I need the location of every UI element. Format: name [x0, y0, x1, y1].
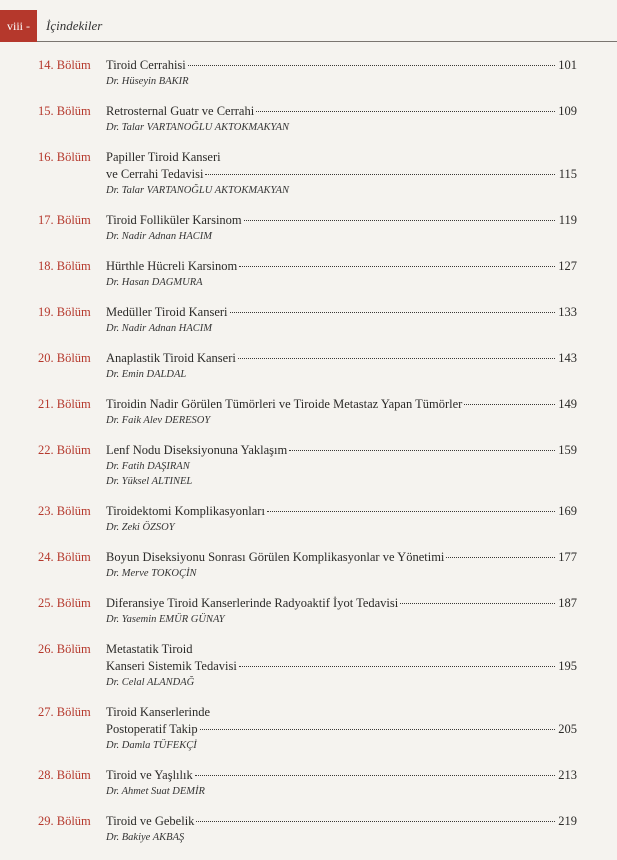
page-number: 159 [558, 443, 577, 457]
page-number: 187 [558, 596, 577, 610]
author-name: Dr. Celal ALANDAĞ [106, 677, 195, 688]
chapter-title-line [106, 767, 577, 784]
chapter-title: Tiroid ve Yaşlılık [106, 768, 193, 782]
chapter-number: 14. Bölüm [38, 58, 91, 72]
chapter-title: Tiroid Kanserlerinde [106, 705, 211, 719]
chapter-number: 27. Bölüm [38, 705, 91, 719]
chapter-number: 29. Bölüm [38, 814, 91, 828]
chapter-title: Lenf Nodu Diseksiyonuna Yaklaşım [106, 443, 288, 457]
dot-leader [230, 312, 555, 313]
chapter-title: Boyun Diseksiyonu Sonrası Görülen Komplikasyonlar ve Yönetimi [106, 550, 445, 564]
dot-leader [256, 111, 555, 112]
chapter-title: Medüller Tiroid Kanseri [106, 305, 228, 319]
chapter-title-line [106, 103, 577, 120]
chapter-title: Papiller Tiroid Kanseri [106, 150, 221, 164]
author-name: Dr. Emin DALDAL [106, 369, 187, 380]
chapter-title-block [106, 704, 577, 753]
author-name: Dr. Yüksel ALTINEL [106, 476, 193, 487]
dot-leader [238, 358, 555, 359]
chapter-title: Postoperatif Takip [106, 722, 198, 736]
page-header-title: İçindekiler [46, 18, 103, 33]
chapter-number: 26. Bölüm [38, 642, 91, 656]
chapter-title-line [106, 813, 577, 830]
chapter-title-block [106, 103, 577, 135]
dot-leader [239, 266, 555, 267]
dot-leader [239, 666, 555, 667]
author-name: Dr. Hasan DAGMURA [106, 277, 203, 288]
chapter-title-line [106, 549, 577, 566]
dot-leader [200, 729, 555, 730]
chapter-title: Tiroid Folliküler Karsinom [106, 213, 242, 227]
chapter-title-block [106, 350, 577, 382]
header-rule [37, 41, 617, 42]
chapter-title-block [106, 258, 577, 290]
page-header [0, 10, 617, 42]
chapter-number: 17. Bölüm [38, 213, 91, 227]
author-name: Dr. Talar VARTANOĞLU AKTOKMAKYAN [106, 185, 290, 196]
dot-leader [195, 775, 555, 776]
chapter-title-line [106, 304, 577, 321]
chapter-title-block [106, 212, 577, 244]
page-number: 213 [558, 768, 577, 782]
page-number: 133 [558, 305, 577, 319]
chapter-number: 15. Bölüm [38, 104, 91, 118]
author-name: Dr. Bakiye AKBAŞ [106, 832, 185, 843]
chapter-number: 16. Bölüm [38, 150, 91, 164]
page-number: 115 [558, 167, 577, 181]
dot-leader [446, 557, 555, 558]
chapter-title-line [106, 396, 577, 413]
page-number-badge: viii - [0, 10, 37, 42]
chapter-title-block [106, 442, 577, 489]
chapter-title-block [106, 57, 577, 89]
chapter-number: 20. Bölüm [38, 351, 91, 365]
chapter-number: 28. Bölüm [38, 768, 91, 782]
page-number: 195 [558, 659, 577, 673]
chapter-title-line [106, 258, 577, 275]
page-number: 219 [558, 814, 577, 828]
dot-leader [188, 65, 555, 66]
author-name: Dr. Hüseyin BAKIR [106, 76, 189, 87]
dot-leader [244, 220, 555, 221]
chapter-title-line [106, 149, 577, 166]
chapter-title-block [106, 149, 577, 198]
chapter-title: Tiroid ve Gebelik [106, 814, 195, 828]
chapter-number: 19. Bölüm [38, 305, 91, 319]
chapter-title-line [106, 166, 577, 183]
chapter-title: Tiroidin Nadir Görülen Tümörleri ve Tiroide Metastaz Yapan Tümörler [106, 397, 463, 411]
chapter-title-line [106, 641, 577, 658]
author-name: Dr. Yasemin EMÜR GÜNAY [106, 614, 225, 625]
chapter-title-block [106, 396, 577, 428]
page-number: 109 [558, 104, 577, 118]
chapter-number: 23. Bölüm [38, 504, 91, 518]
page-number: 149 [558, 397, 577, 411]
chapter-title-block [106, 641, 577, 690]
chapter-title: Metastatik Tiroid [106, 642, 193, 656]
chapter-title: Anaplastik Tiroid Kanseri [106, 351, 236, 365]
chapter-number: 18. Bölüm [38, 259, 91, 273]
chapter-title-line [106, 658, 577, 675]
page-number: 177 [558, 550, 577, 564]
dot-leader [464, 404, 555, 405]
chapter-title: Retrosternal Guatr ve Cerrahi [106, 104, 255, 118]
dot-leader [289, 450, 555, 451]
author-name: Dr. Talar VARTANOĞLU AKTOKMAKYAN [106, 122, 290, 133]
chapter-title: Tiroidektomi Komplikasyonları [106, 504, 265, 518]
chapter-title-block [106, 595, 577, 627]
page-number: 169 [558, 504, 577, 518]
chapter-title-line [106, 704, 577, 721]
chapter-title-block [106, 767, 577, 799]
author-name: Dr. Faik Alev DERESOY [106, 415, 211, 426]
author-name: Dr. Damla TÜFEKÇİ [106, 740, 197, 751]
chapter-title-line [106, 57, 577, 74]
chapter-title: Hürthle Hücreli Karsinom [106, 259, 238, 273]
chapter-number: 21. Bölüm [38, 397, 91, 411]
author-name: Dr. Nadir Adnan HACIM [106, 323, 212, 334]
author-name: Dr. Zeki ÖZSOY [106, 522, 175, 533]
chapter-title-line [106, 442, 577, 459]
chapter-title: Tiroid Cerrahisi [106, 58, 186, 72]
chapter-title-block [106, 304, 577, 336]
chapter-title: Kanseri Sistemik Tedavisi [106, 659, 237, 673]
author-name: Dr. Fatih DAŞIRAN [106, 461, 190, 472]
page-number: 143 [558, 351, 577, 365]
chapter-number: 22. Bölüm [38, 443, 91, 457]
chapter-title-line [106, 350, 577, 367]
chapter-title-line [106, 212, 577, 229]
chapter-title-line [106, 503, 577, 520]
dot-leader [267, 511, 555, 512]
author-name: Dr. Merve TOKOÇİN [106, 568, 197, 579]
chapter-title-block [106, 813, 577, 845]
chapter-title-block [106, 503, 577, 535]
dot-leader [400, 603, 555, 604]
author-name: Dr. Ahmet Suat DEMİR [106, 786, 205, 797]
page-number: 119 [558, 213, 577, 227]
page-number: 127 [558, 259, 577, 273]
dot-leader [196, 821, 555, 822]
page-number: 101 [558, 58, 577, 72]
chapter-number: 25. Bölüm [38, 596, 91, 610]
chapter-number: 24. Bölüm [38, 550, 91, 564]
author-name: Dr. Nadir Adnan HACIM [106, 231, 212, 242]
chapter-title-block [106, 549, 577, 581]
chapter-title-line [106, 595, 577, 612]
chapter-title: ve Cerrahi Tedavisi [106, 167, 204, 181]
chapter-title: Diferansiye Tiroid Kanserlerinde Radyoaktif İyot Tedavisi [106, 596, 399, 610]
dot-leader [205, 174, 555, 175]
chapter-title-line [106, 721, 577, 738]
page-number: 205 [558, 722, 577, 736]
